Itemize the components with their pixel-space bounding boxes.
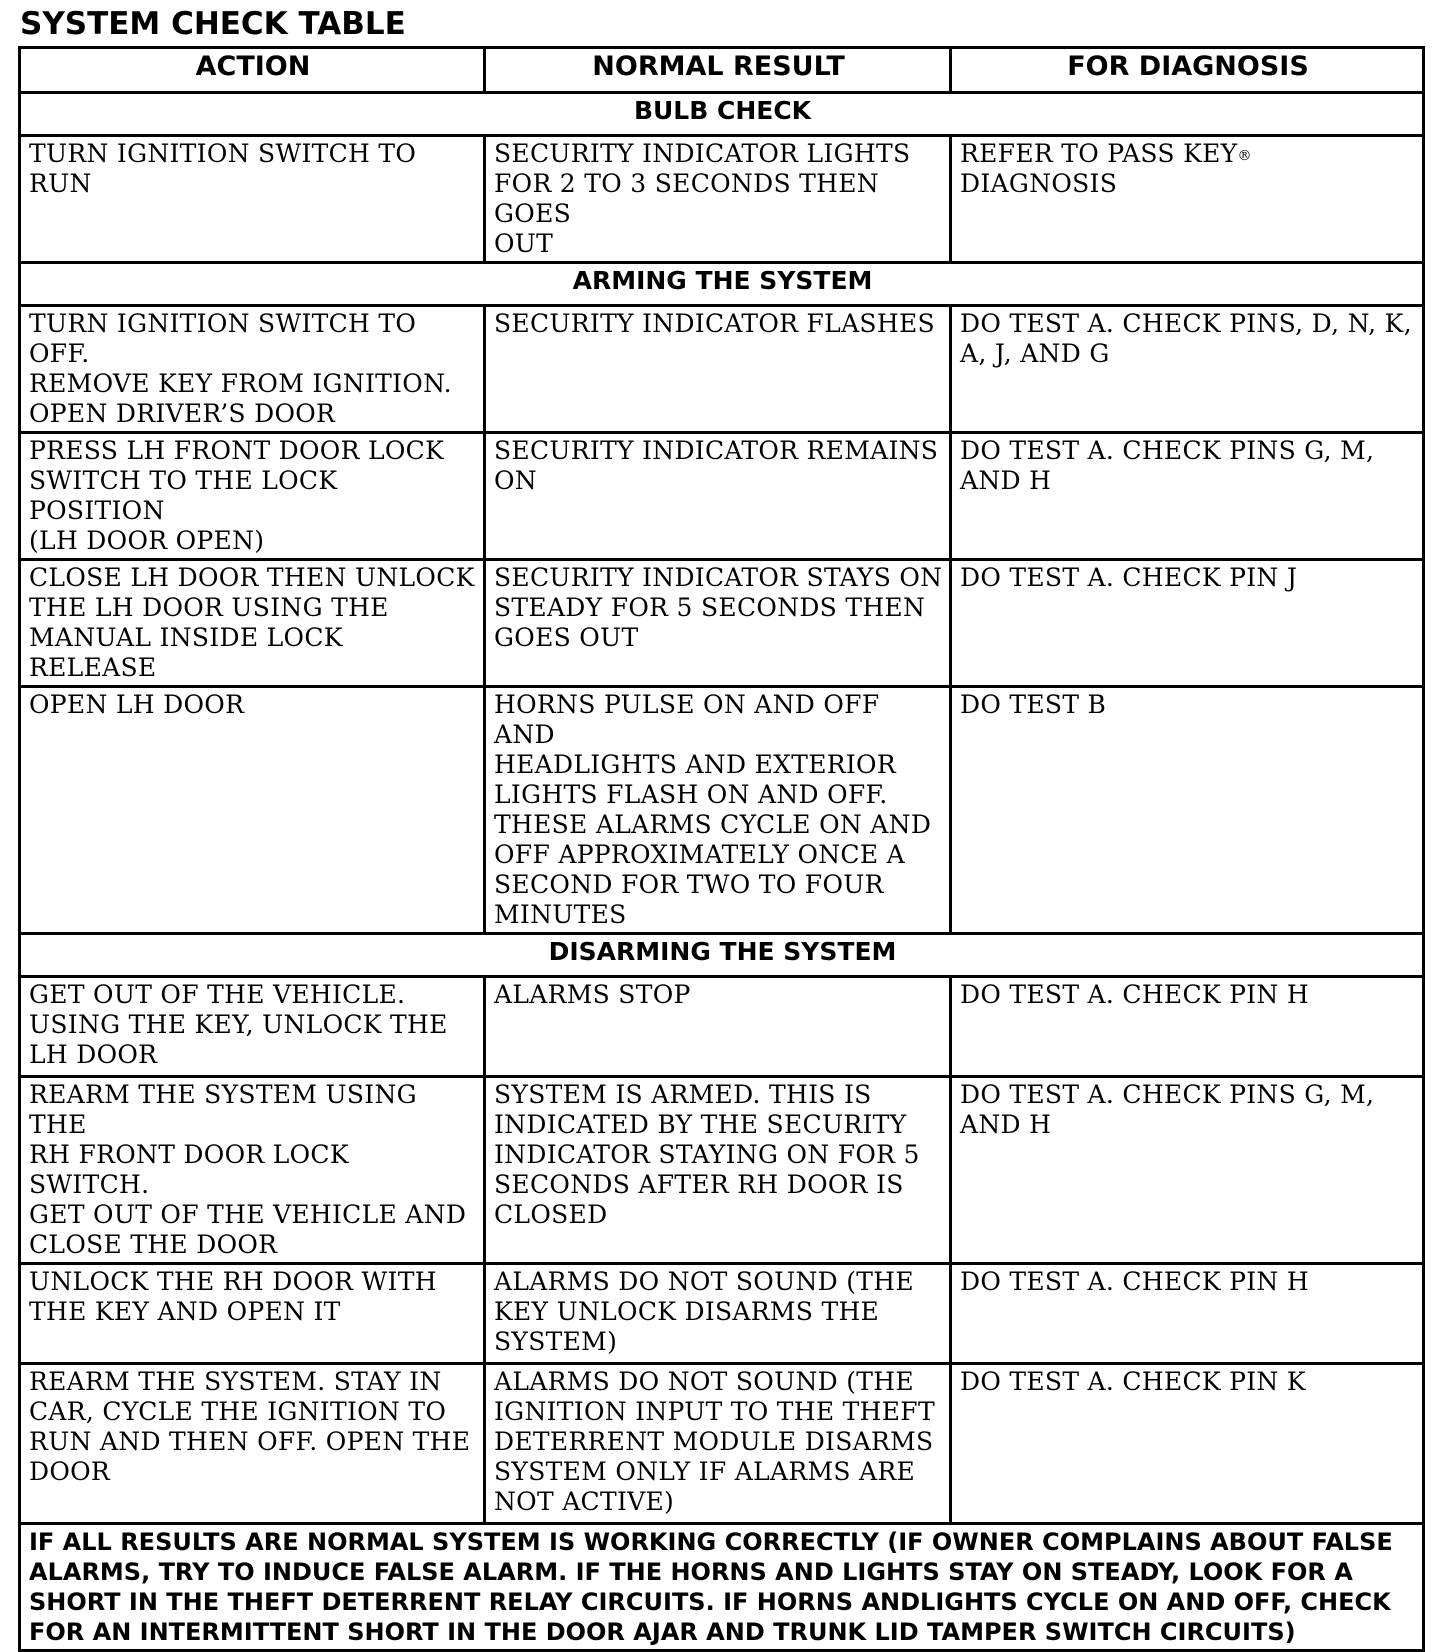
table-row [20, 1077, 1424, 1264]
table-row [20, 136, 1424, 263]
result-cell: ALARMS DO NOT SOUND (THE IGNITION INPUT TO THE THEFT DETERRENT MODULE DISARMS SYSTEM ONLY IF ALARMS ARE NOT ACTIVE) [485, 1364, 951, 1524]
section-row-disarming [20, 934, 1424, 977]
column-header-action: ACTION [20, 48, 485, 93]
column-header-normal-result: NORMAL RESULT [485, 48, 951, 93]
table-row [20, 977, 1424, 1077]
result-cell: SECURITY INDICATOR LIGHTS FOR 2 TO 3 SECONDS THEN GOES OUT [485, 136, 951, 263]
table-header-row [20, 48, 1424, 93]
diagnosis-cell: DO TEST A. CHECK PIN K [951, 1364, 1424, 1524]
system-check-table [18, 46, 1425, 1652]
result-cell: HORNS PULSE ON AND OFF AND HEADLIGHTS AND EXTERIOR LIGHTS FLASH ON AND OFF. THESE ALARMS CYCLE ON AND OFF APPROXIMATELY ONCE A SECOND FOR TWO TO FOUR MINUTES [485, 687, 951, 934]
action-cell: GET OUT OF THE VEHICLE. USING THE KEY, UNLOCK THE LH DOOR [20, 977, 485, 1077]
table-row [20, 433, 1424, 560]
section-row-bulb-check [20, 93, 1424, 136]
table-row [20, 687, 1424, 934]
diagnosis-text: REFER TO PASS KEY [960, 139, 1238, 168]
action-cell: OPEN LH DOOR [20, 687, 485, 934]
action-cell: REARM THE SYSTEM. STAY IN CAR, CYCLE THE IGNITION TO RUN AND THEN OFF. OPEN THE DOOR [20, 1364, 485, 1524]
table-row [20, 1364, 1424, 1524]
table-row [20, 560, 1424, 687]
diagnosis-cell: DO TEST A. CHECK PINS G, M, AND H [951, 433, 1424, 560]
action-cell: UNLOCK THE RH DOOR WITH THE KEY AND OPEN IT [20, 1264, 485, 1364]
registered-mark: ® [1237, 148, 1252, 164]
section-heading-bulb-check: BULB CHECK [20, 93, 1424, 136]
table-row [20, 1264, 1424, 1364]
diagnosis-text-tail: DIAGNOSIS [960, 169, 1118, 198]
diagnosis-cell: DO TEST A. CHECK PIN J [951, 560, 1424, 687]
result-cell: ALARMS DO NOT SOUND (THE KEY UNLOCK DISARMS THE SYSTEM) [485, 1264, 951, 1364]
diagnosis-cell: DO TEST B [951, 687, 1424, 934]
section-row-arming [20, 263, 1424, 306]
footer-row [20, 1524, 1424, 1651]
diagnosis-cell [951, 136, 1424, 263]
table-row [20, 306, 1424, 433]
result-cell: ALARMS STOP [485, 977, 951, 1077]
diagnosis-cell: DO TEST A. CHECK PINS G, M, AND H [951, 1077, 1424, 1264]
result-cell: SECURITY INDICATOR FLASHES [485, 306, 951, 433]
column-header-for-diagnosis: FOR DIAGNOSIS [951, 48, 1424, 93]
action-cell: PRESS LH FRONT DOOR LOCK SWITCH TO THE LOCK POSITION (LH DOOR OPEN) [20, 433, 485, 560]
diagnosis-cell: DO TEST A. CHECK PINS, D, N, K, A, J, AND G [951, 306, 1424, 433]
action-cell: REARM THE SYSTEM USING THE RH FRONT DOOR LOCK SWITCH. GET OUT OF THE VEHICLE AND CLOSE THE DOOR [20, 1077, 485, 1264]
action-cell: TURN IGNITION SWITCH TO RUN [20, 136, 485, 263]
action-cell: TURN IGNITION SWITCH TO OFF. REMOVE KEY FROM IGNITION. OPEN DRIVER’S DOOR [20, 306, 485, 433]
section-heading-arming: ARMING THE SYSTEM [20, 263, 1424, 306]
action-cell: CLOSE LH DOOR THEN UNLOCK THE LH DOOR USING THE MANUAL INSIDE LOCK RELEASE [20, 560, 485, 687]
page-title: SYSTEM CHECK TABLE [20, 6, 406, 42]
result-cell: SYSTEM IS ARMED. THIS IS INDICATED BY THE SECURITY INDICATOR STAYING ON FOR 5 SECONDS AFTER RH DOOR IS CLOSED [485, 1077, 951, 1264]
result-cell: SECURITY INDICATOR REMAINS ON [485, 433, 951, 560]
diagnosis-cell: DO TEST A. CHECK PIN H [951, 977, 1424, 1077]
result-cell: SECURITY INDICATOR STAYS ON STEADY FOR 5 SECONDS THEN GOES OUT [485, 560, 951, 687]
section-heading-disarming: DISARMING THE SYSTEM [20, 934, 1424, 977]
diagnosis-cell: DO TEST A. CHECK PIN H [951, 1264, 1424, 1364]
footer-note: IF ALL RESULTS ARE NORMAL SYSTEM IS WORKING CORRECTLY (IF OWNER COMPLAINS ABOUT FALSE ALARMS, TRY TO INDUCE FALSE ALARM. IF THE HORNS AND LIGHTS STAY ON STEADY, LOOK FOR A SHORT IN THE THEFT DETERRENT RELAY CIRCUITS. IF HORNS ANDLIGHTS CYCLE ON AND OFF, CHECK FOR AN INTERMITTENT SHORT IN THE DOOR AJAR AND TRUNK LID TAMPER SWITCH CIRCUITS) [20, 1524, 1424, 1651]
